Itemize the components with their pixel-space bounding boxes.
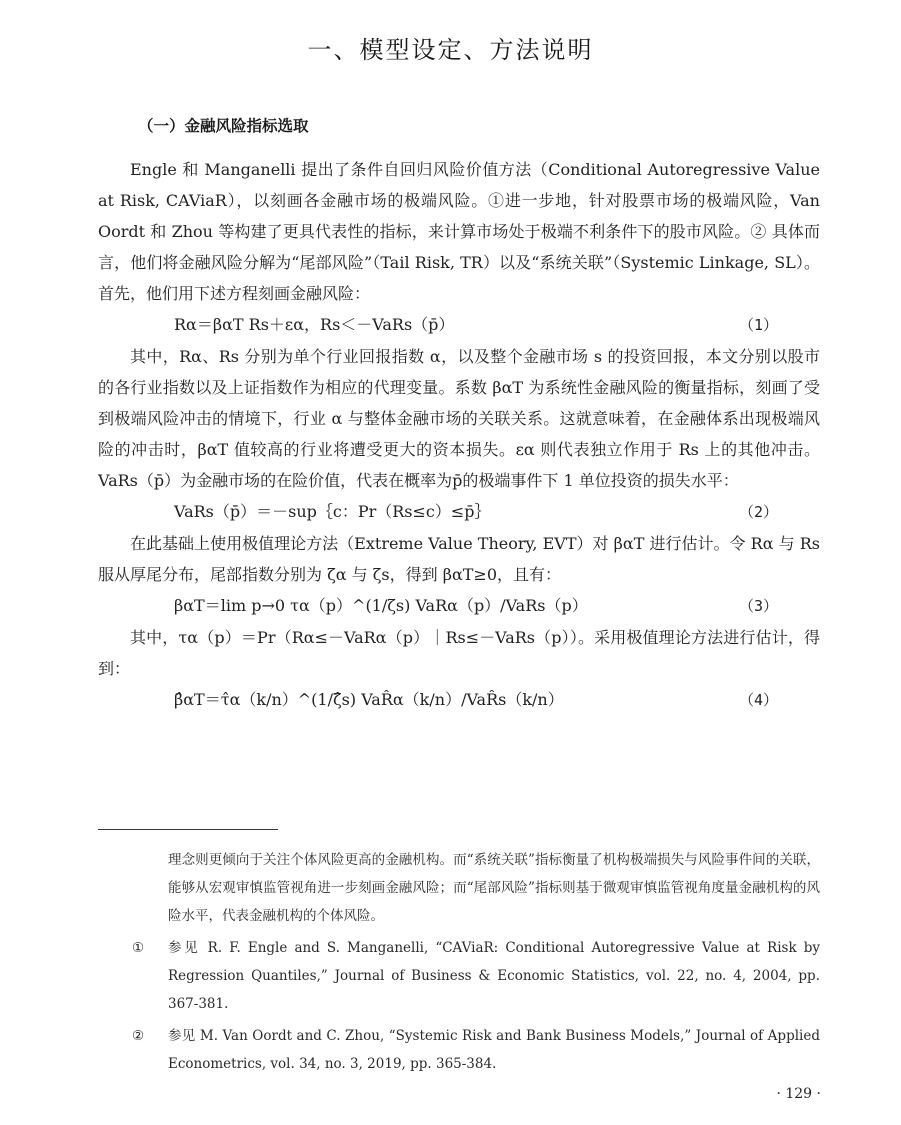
equation-3-number: （3） xyxy=(738,597,778,615)
footnotes xyxy=(98,846,820,1078)
footnote-divider xyxy=(98,829,278,830)
footnote-2-text: 参见 M. Van Oordt and C. Zhou, “Systemic Risk and Bank Business Models,” Journal of Applied Econometrics, vol. 34, no. 3, 2019, pp. 365-384. xyxy=(168,1028,820,1072)
page-number: · 129 · xyxy=(776,1086,821,1102)
footnote-2 xyxy=(132,1022,820,1078)
paragraph-intro: Engle 和 Manganelli 提出了条件自回归风险价值方法（Conditional Autoregressive Value at Risk, CAViaR），以刻画各金融市场的极端风险。①进一步地，针对股票市场的极端风险，Van Oordt 和 Zhou 等构建了更具代表性的指标，来计算市场处于极端不利条件下的股市风险。② 具体而言，他们将金融风险分解为“尾部风险”（Tail Risk, TR）以及“系统关联”（Systemic Linkage, SL）。首先，他们用下述方程刻画金融风险： xyxy=(98,160,820,303)
equation-2-formula: VaRs（p̄）＝－sup｛c：Pr（Rs≤c）≤p̄｝ xyxy=(174,502,491,521)
equation-3-formula: βαT＝lim p→0 τα（p）^(1/ζs) VaRα（p）/VaRs（p） xyxy=(174,596,588,615)
equation-2-number: （2） xyxy=(738,503,778,521)
paragraph-evt: 在此基础上使用极值理论方法（Extreme Value Theory, EVT）对 βαT 进行估计。令 Rα 与 Rs 服从厚尾分布，尾部指数分别为 ζα 与 ζs，得到 βαT≥0，且有： xyxy=(98,534,820,584)
equation-1-formula: Rα＝βαT Rs＋εα，Rs＜－VaRs（p̄） xyxy=(174,315,455,334)
body-text xyxy=(98,154,820,716)
footnote-1-text: 参见 R. F. Engle and S. Manganelli, “CAViaR: Conditional Autoregressive Value at Risk by Regression Quantiles,” Journal of Business & Economic Statistics, vol. 22, no. 4, 2004, pp. 367-381. xyxy=(168,940,820,1012)
equation-4 xyxy=(98,684,820,716)
footnote-continuation: 理念则更倾向于关注个体风险更高的金融机构。而“系统关联”指标衡量了机构极端损失与风险事件间的关联，能够从宏观审慎监管视角进一步刻画金融风险；而“尾部风险”指标则基于微观审慎监管视角度量金融机构的风险水平，代表金融机构的个体风险。 xyxy=(168,852,820,924)
equation-1 xyxy=(98,309,820,341)
equation-4-number: （4） xyxy=(738,691,778,709)
chapter-title: 一、模型设定、方法说明 xyxy=(307,36,594,64)
paragraph-estimation: 其中，τα（p）＝Pr（Rα≤－VaRα（p）｜Rs≤－VaRs（p））。采用极值理论方法进行估计，得到： xyxy=(98,628,820,678)
equation-1-number: （1） xyxy=(738,316,778,334)
section-heading: （一）金融风险指标选取 xyxy=(138,117,309,135)
footnote-2-mark: ② xyxy=(132,1028,145,1044)
equation-2 xyxy=(98,496,820,528)
footnote-1-mark: ① xyxy=(132,940,145,956)
equation-3 xyxy=(98,590,820,622)
paragraph-definitions: 其中，Rα、Rs 分别为单个行业回报指数 α，以及整个金融市场 s 的投资回报，本文分别以股市的各行业指数以及上证指数作为相应的代理变量。系数 βαT 为系统性金融风险的衡量指标，刻画了受到极端风险冲击的情境下，行业 α 与整体金融市场的关联关系。这就意味着，在金融体系出现极端风险的冲击时，βαT 值较高的行业将遭受更大的资本损失。εα 则代表独立作用于 Rs 上的其他冲击。VaRs（p̄）为金融市场的在险价值，代表在概率为p̄的极端事件下 1 单位投资的损失水平： xyxy=(98,347,820,490)
footnote-1 xyxy=(132,934,820,1018)
equation-4-formula: β̂αT＝τ̂α（k/n）^(1/ζ̂s) VaR̂α（k/n）/VaR̂s（k/n） xyxy=(174,690,564,709)
